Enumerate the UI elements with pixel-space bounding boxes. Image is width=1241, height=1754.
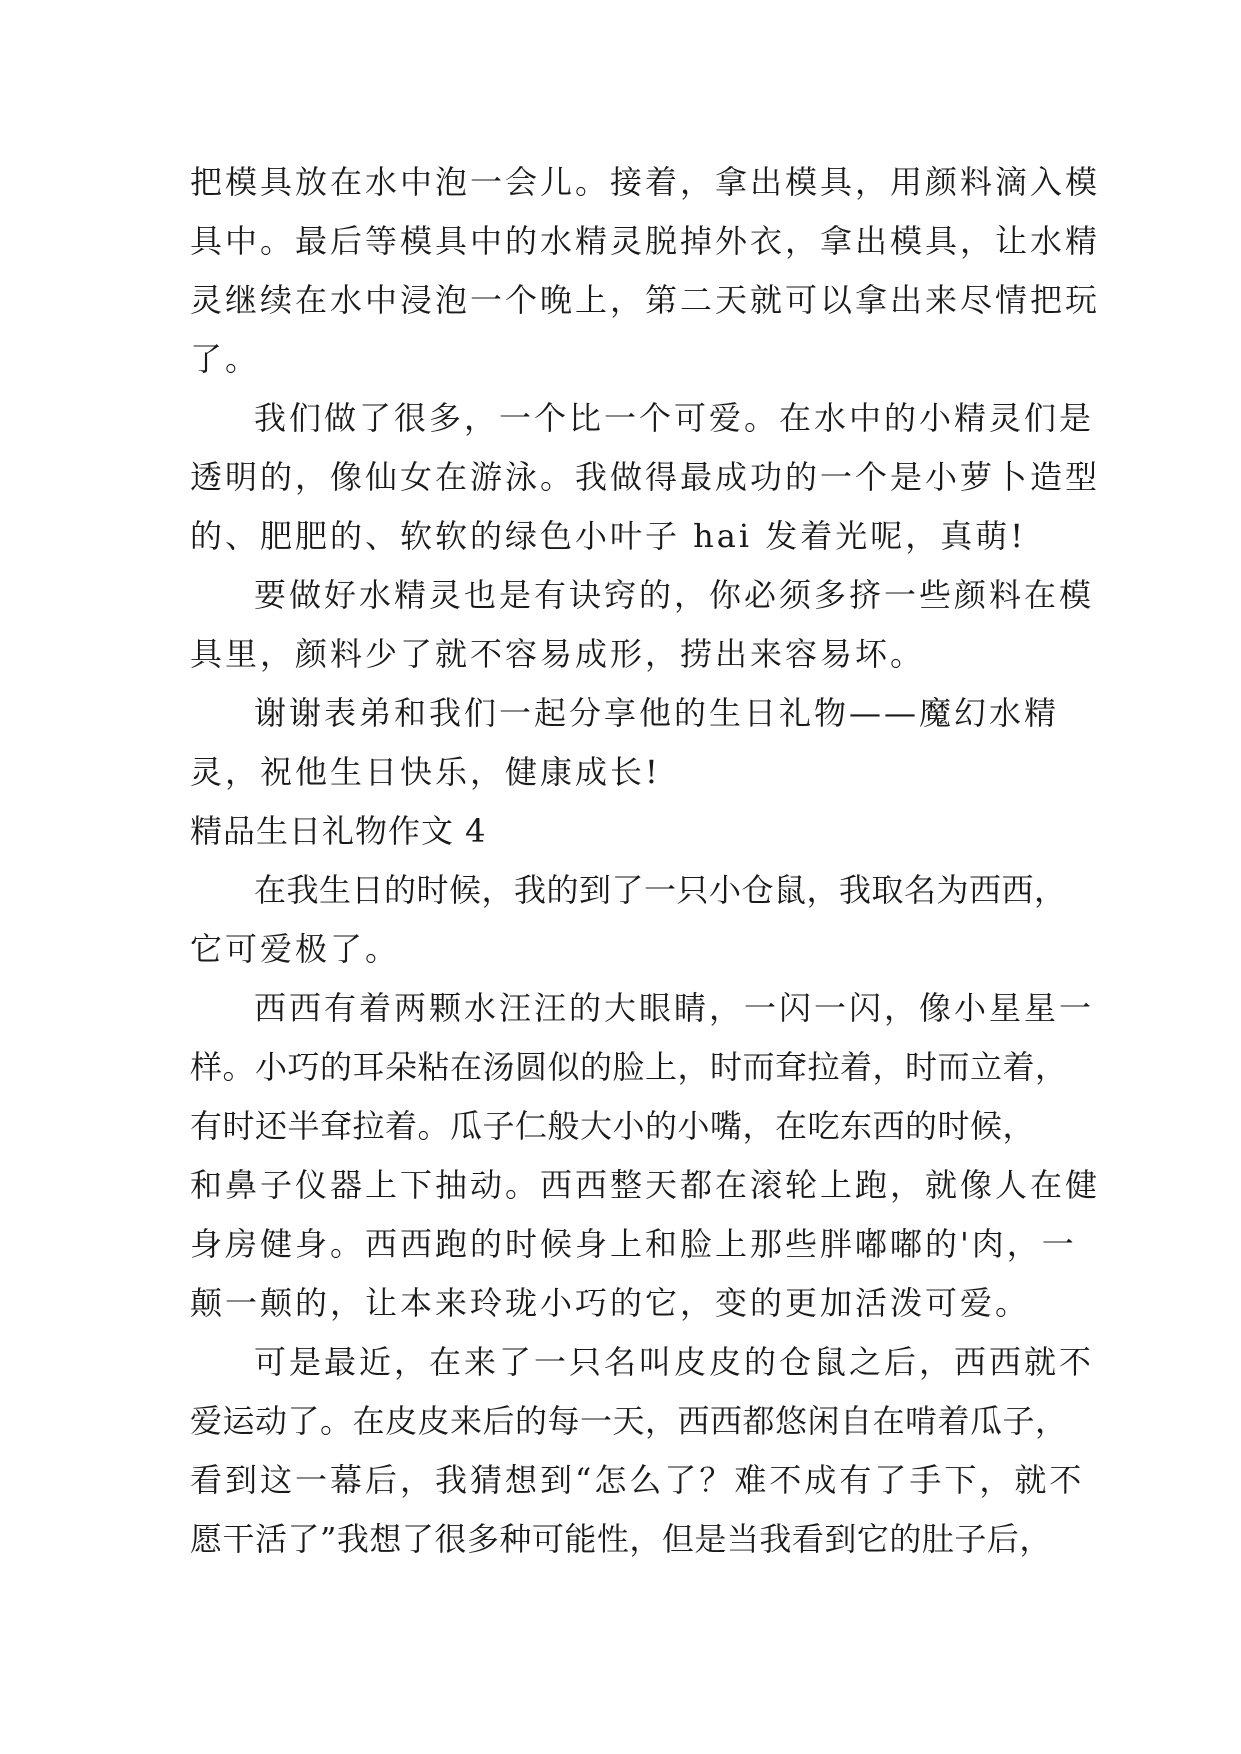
text-line: 透明的，像仙女在游泳。我做得最成功的一个是小萝卜造型 <box>190 458 1101 496</box>
text-line: 身房健身。西西跑的时候身上和脸上那些胖嘟嘟的'肉，一 <box>190 1225 1077 1263</box>
text-line: 把模具放在水中泡一会儿。接着，拿出模具，用颜料滴入模 <box>190 163 1101 201</box>
text-line: 它可爱极了。 <box>190 930 401 968</box>
text-line: 看到这一幕后，我猜想到“怎么了？难不成有了手下，就不 <box>190 1461 1085 1499</box>
section-heading: 精品生日礼物作文 4 <box>190 812 487 850</box>
text-line: 具中。最后等模具中的水精灵脱掉外衣，拿出模具，让水精 <box>190 222 1101 260</box>
paragraph-start-line: 在我生日的时候，我的到了一只小仓鼠，我取名为西西， <box>254 871 1067 909</box>
paragraph-start-line: 西西有着两颗水汪汪的大眼睛，一闪一闪，像小星星一 <box>254 989 1095 1027</box>
text-line: 和鼻子仪器上下抽动。西西整天都在滚轮上跑，就像人在健 <box>190 1166 1101 1204</box>
text-line: 爱运动了。在皮皮来后的每一天，西西都悠闲自在啃着瓜子， <box>190 1402 1068 1440</box>
text-line: 愿干活了”我想了很多种可能性，但是当我看到它的肚子后， <box>190 1520 1052 1558</box>
text-line: 样。小巧的耳朵粘在汤圆似的脸上，时而耷拉着，时而立着， <box>190 1048 1068 1086</box>
text-line: 颠一颠的，让本来玲珑小巧的它，变的更加活泼可爱。 <box>190 1284 1031 1322</box>
paragraph-start-line: 我们做了很多，一个比一个可爱。在水中的小精灵们是 <box>254 399 1095 437</box>
text-line: 灵继续在水中浸泡一个晚上，第二天就可以拿出来尽情把玩 <box>190 281 1101 319</box>
paragraph-start-line: 要做好水精灵也是有诀窍的，你必须多挤一些颜料在模 <box>254 576 1095 614</box>
text-line: 的、肥肥的、软软的绿色小叶子 hai 发着光呢，真萌! <box>190 517 1027 555</box>
text-line: 灵，祝他生日快乐，健康成长! <box>190 753 661 791</box>
text-line: 有时还半耷拉着。瓜子仁般大小的小嘴，在吃东西的时候， <box>190 1107 1036 1145</box>
text-line: 了。 <box>190 340 261 378</box>
document-body <box>190 153 1101 1569</box>
text-line: 具里，颜料少了就不容易成形，捞出来容易坏。 <box>190 635 926 673</box>
paragraph-start-line: 可是最近，在来了一只名叫皮皮的仓鼠之后，西西就不 <box>254 1343 1095 1381</box>
paragraph-start-line: 谢谢表弟和我们一起分享他的生日礼物——魔幻水精 <box>254 694 1060 732</box>
